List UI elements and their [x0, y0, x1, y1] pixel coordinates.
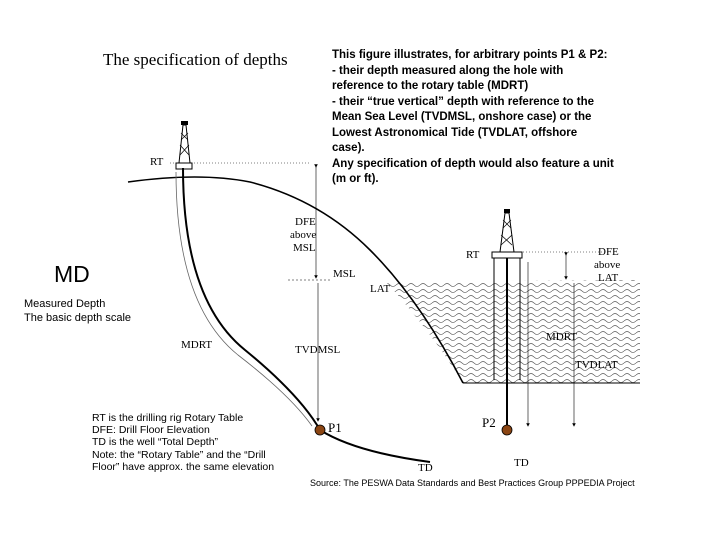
tvdlat-label: TVDLAT [575, 359, 618, 371]
description-line: case). [332, 142, 365, 154]
mdrt-onshore-measure [176, 172, 312, 426]
td-offshore-label: TD [514, 457, 529, 469]
description-line: This figure illustrates, for arbitrary points P1 & P2: [332, 49, 608, 61]
note-line: Floor” have approx. the same elevation [92, 460, 275, 473]
notes-block [92, 412, 274, 473]
point-p1 [315, 425, 325, 435]
p2-label: P2 [482, 415, 496, 430]
description-line: - their “true vertical” depth with reference to the [332, 95, 594, 108]
page-title: The specification of depths [103, 50, 288, 69]
dfe-msl-label: above [290, 229, 317, 241]
description-line: - their depth measured along the hole with [332, 64, 564, 77]
rt-offshore-label: RT [466, 249, 480, 261]
note-line: RT is the drilling rig Rotary Table [92, 412, 244, 424]
note-line: DFE: Drill Floor Elevation [92, 424, 210, 437]
point-p2 [502, 425, 512, 435]
description-line: (m or ft). [332, 173, 379, 185]
source-credit: Source: The PESWA Data Standards and Best Practices Group PPPEDIA Project [310, 478, 635, 488]
description-line: Mean Sea Level (TVDMSL, onshore case) or the [332, 111, 592, 123]
md-subtitle-line: Measured Depth [24, 298, 106, 310]
p1-label: P1 [328, 420, 342, 435]
md-heading: MD [54, 261, 90, 287]
mdrt-onshore-label: MDRT [181, 339, 213, 351]
description-line: Lowest Astronomical Tide (TVDLAT, offshore [332, 126, 578, 139]
tvdmsl-label: TVDMSL [295, 344, 341, 356]
note-line: TD is the well “Total Depth” [92, 436, 219, 449]
description-line: reference to the rotary table (MDRT) [332, 80, 529, 92]
md-subtitle-line: The basic depth scale [24, 312, 132, 324]
dfe-lat-label: LAT [598, 272, 619, 284]
msl-label: MSL [333, 268, 356, 280]
rt-onshore-label: RT [150, 156, 164, 168]
onshore-rig-icon [176, 121, 192, 169]
dfe-msl-label: DFE [295, 216, 316, 228]
mdrt-offshore-label: MDRT [546, 331, 578, 343]
note-line: Note: the “Rotary Table” and the “Drill [92, 448, 266, 461]
lat-label: LAT [370, 283, 391, 295]
dfe-lat-label: above [594, 259, 621, 271]
td-onshore-label: TD [418, 462, 433, 474]
dfe-lat-label: DFE [598, 246, 619, 258]
dfe-msl-label: MSL [293, 242, 316, 254]
description-line: Any specification of depth would also feature a unit [332, 157, 614, 170]
